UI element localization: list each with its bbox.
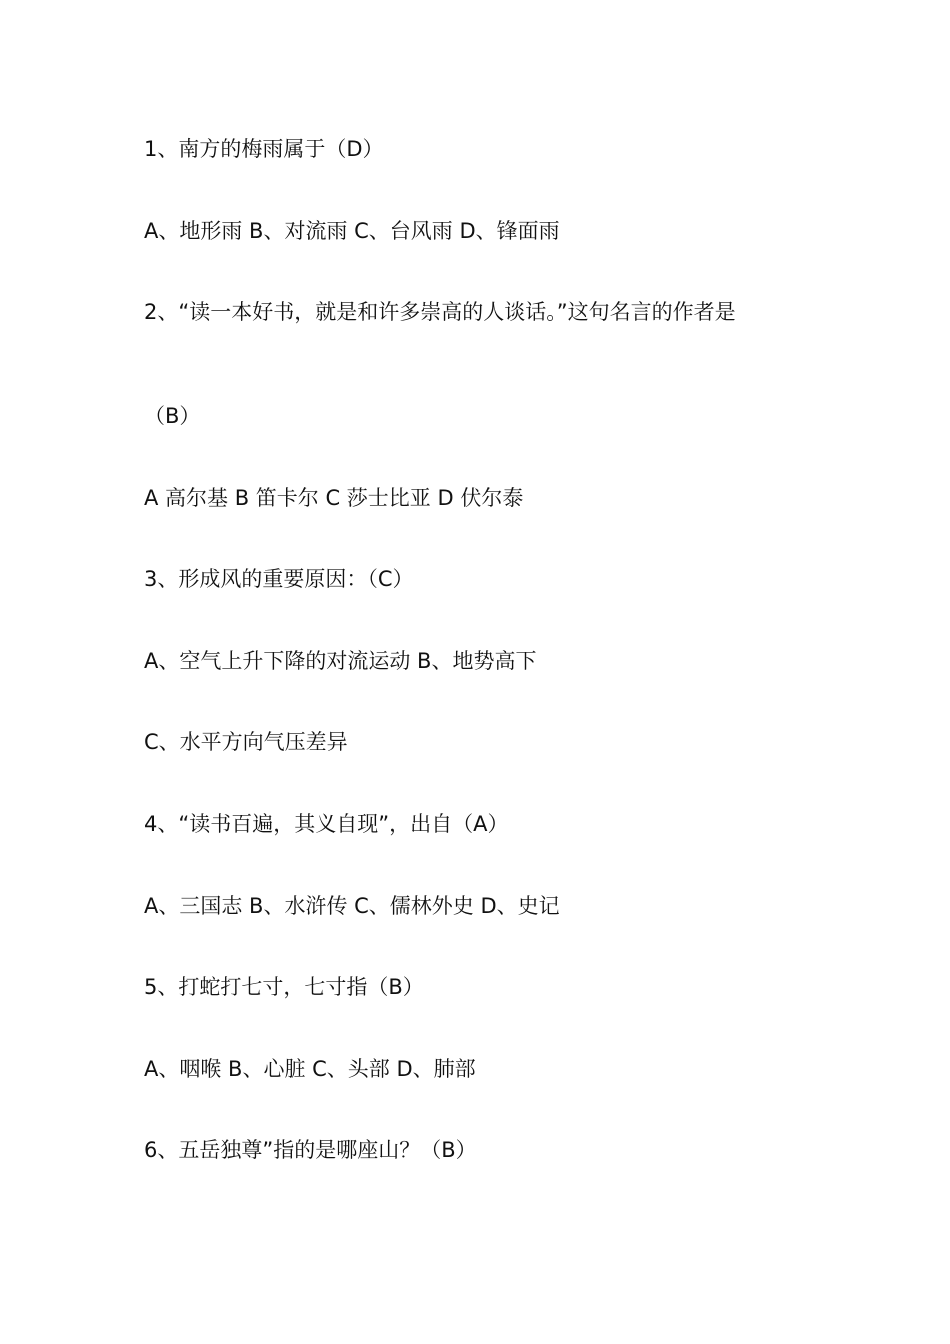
question-4: 4、“读书百遍，其义自现”，出自（A） <box>144 812 509 836</box>
question-5-options: A、咽喉 B、心脏 C、头部 D、肺部 <box>144 1057 476 1081</box>
question-3-option-c: C、水平方向气压差异 <box>144 730 348 754</box>
question-1-options: A、地形雨 B、对流雨 C、台风雨 D、锋面雨 <box>144 219 560 243</box>
question-5: 5、打蛇打七寸，七寸指（B） <box>144 975 424 999</box>
question-3-options-a-b: A、空气上升下降的对流运动 B、地势高下 <box>144 649 537 673</box>
question-3: 3、形成风的重要原因：（C） <box>144 567 414 591</box>
question-2: 2、“读一本好书，就是和许多崇高的人谈话。”这句名言的作者是 <box>144 300 736 324</box>
question-4-options: A、三国志 B、水浒传 C、儒林外史 D、史记 <box>144 894 560 918</box>
question-2-options: A 高尔基 B 笛卡尔 C 莎士比亚 D 伏尔泰 <box>144 486 524 510</box>
question-6: 6、五岳独尊”指的是哪座山？（B） <box>144 1138 477 1162</box>
question-1: 1、南方的梅雨属于（D） <box>144 137 384 161</box>
question-2-answer: （B） <box>144 404 201 428</box>
